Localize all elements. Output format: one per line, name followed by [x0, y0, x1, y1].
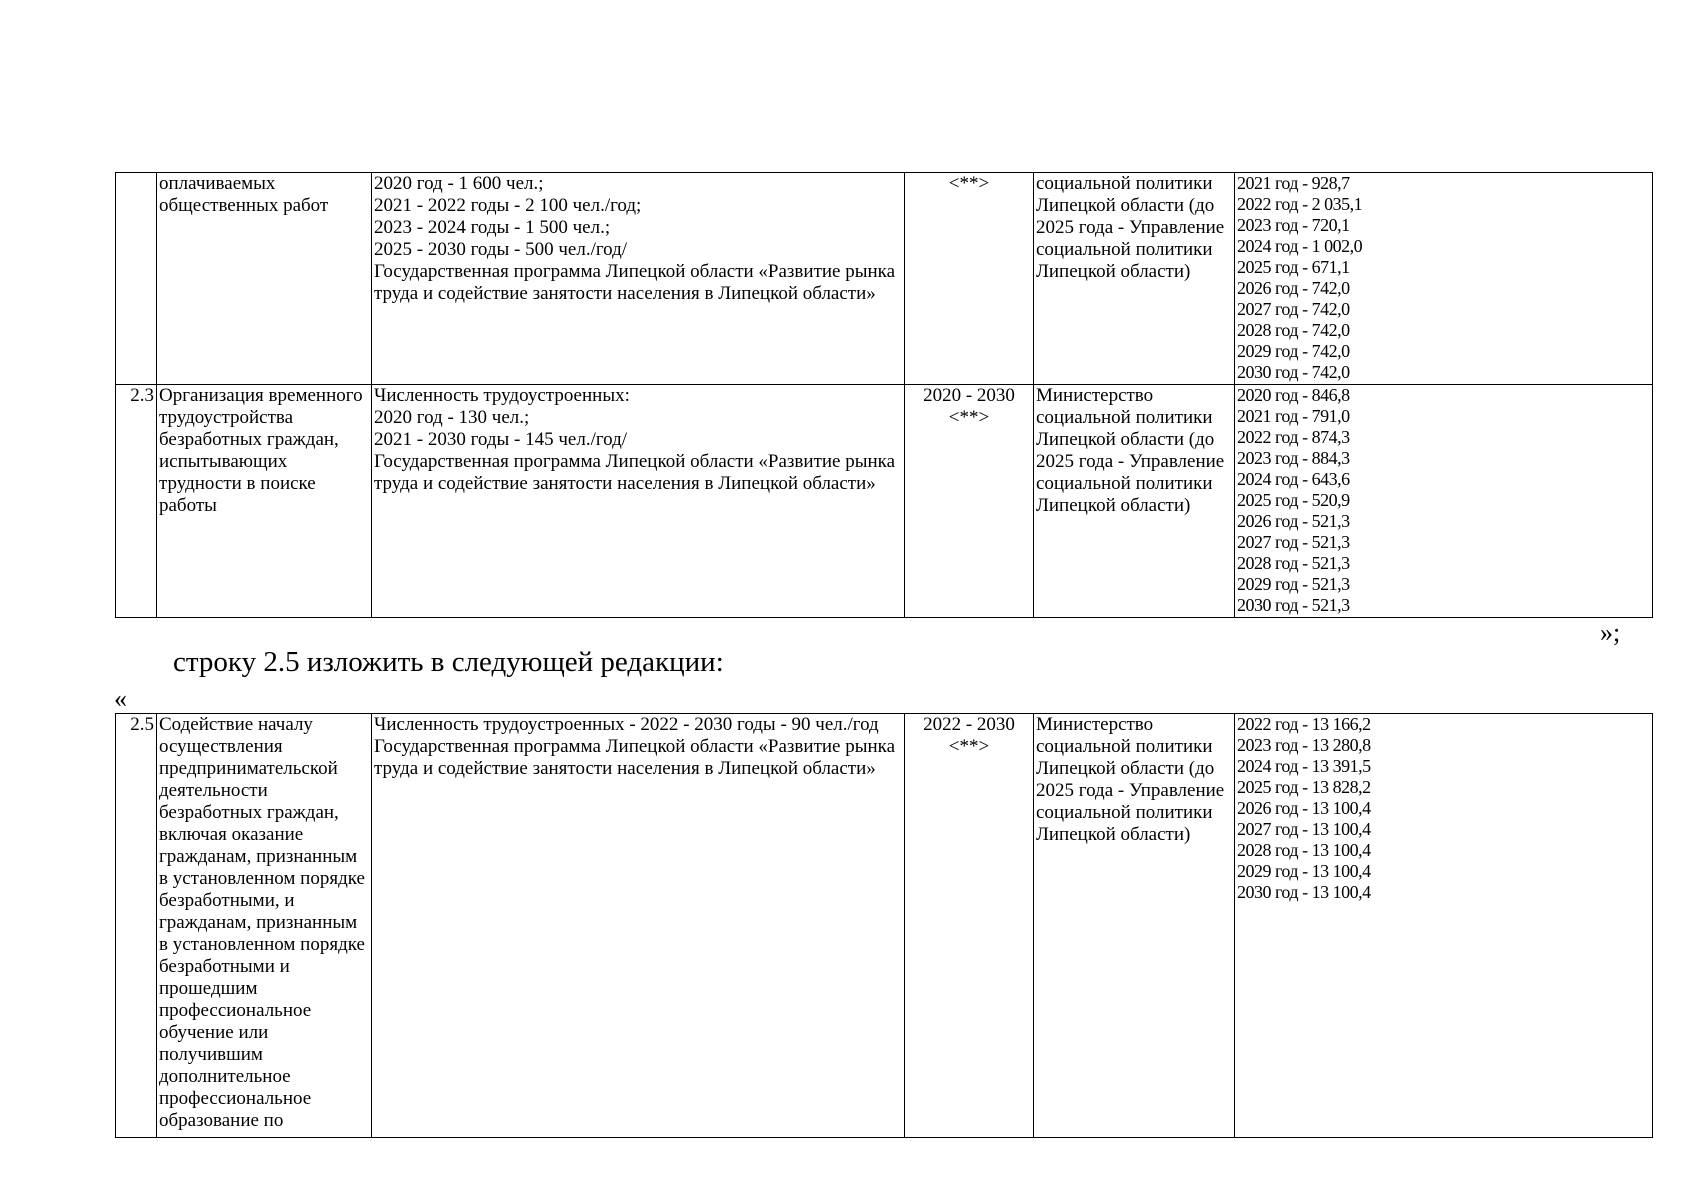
table-row [116, 173, 1653, 385]
indicator-cell: 2020 год - 1 600 чел.; 2021 - 2022 годы - 2 100 чел./год; 2023 - 2024 годы - 1 500 чел.; 2025 - 2030 годы - 500 чел./год/ Государственная программа Липецкой области «Развитие рынка труда и содействие занятости населения в Липецкой области» [372, 173, 905, 385]
executor-cell: Министерство социальной политики Липецкой области (до 2025 года - Управление социальной политики Липецкой области) [1034, 385, 1235, 618]
amendment-instruction: строку 2.5 изложить в следующей редакции: [173, 646, 724, 678]
indicator-cell: Численность трудоустроенных: 2020 год - 130 чел.; 2021 - 2030 годы - 145 чел./год/ Государственная программа Липецкой области «Развитие рынка труда и содействие занятости населения в Липецкой области» [372, 385, 905, 618]
funding-cell: 2021 год - 928,7 2022 год - 2 035,1 2023 год - 720,1 2024 год - 1 002,0 2025 год - 671,1 2026 год - 742,0 2027 год - 742,0 2028 год - 742,0 2029 год - 742,0 2030 год - 742,0 [1235, 173, 1653, 385]
row-number: 2.5 [116, 714, 157, 1138]
executor-cell: социальной политики Липецкой области (до 2025 года - Управление социальной политики Липецкой области) [1034, 173, 1235, 385]
funding-cell: 2022 год - 13 166,2 2023 год - 13 280,8 2024 год - 13 391,5 2025 год - 13 828,2 2026 год - 13 100,4 2027 год - 13 100,4 2028 год - 13 100,4 2029 год - 13 100,4 2030 год - 13 100,4 [1235, 714, 1653, 1138]
opening-quote: « [114, 684, 127, 713]
period-cell: 2022 - 2030 <**> [905, 714, 1034, 1138]
row-number: 2.3 [116, 385, 157, 618]
measures-table-row-2-5 [115, 713, 1653, 1138]
executor-cell: Министерство социальной политики Липецкой области (до 2025 года - Управление социальной политики Липецкой области) [1034, 714, 1235, 1138]
table-row [116, 714, 1653, 1138]
funding-cell: 2020 год - 846,8 2021 год - 791,0 2022 год - 874,3 2023 год - 884,3 2024 год - 643,6 2025 год - 520,9 2026 год - 521,3 2027 год - 521,3 2028 год - 521,3 2029 год - 521,3 2030 год - 521,3 [1235, 385, 1653, 618]
measure-name: Организация временного трудоустройства безработных граждан, испытывающих трудности в поиске работы [157, 385, 372, 618]
measures-table-continued [115, 172, 1653, 618]
indicator-cell: Численность трудоустроенных - 2022 - 2030 годы - 90 чел./год Государственная программа Липецкой области «Развитие рынка труда и содействие занятости населения в Липецкой области» [372, 714, 905, 1138]
table-row [116, 385, 1653, 618]
row-number [116, 173, 157, 385]
measure-name: оплачиваемых общественных работ [157, 173, 372, 385]
period-cell: <**> [905, 173, 1034, 385]
period-cell: 2020 - 2030 <**> [905, 385, 1034, 618]
measure-name: Содействие началу осуществления предпринимательской деятельности безработных граждан, включая оказание гражданам, признанным в установленном порядке безработными, и гражданам, признанным в установленном порядке безработными и прошедшим профессиональное обучение или получившим дополнительное профессиональное образование по [157, 714, 372, 1138]
closing-quote: »; [1600, 618, 1621, 647]
